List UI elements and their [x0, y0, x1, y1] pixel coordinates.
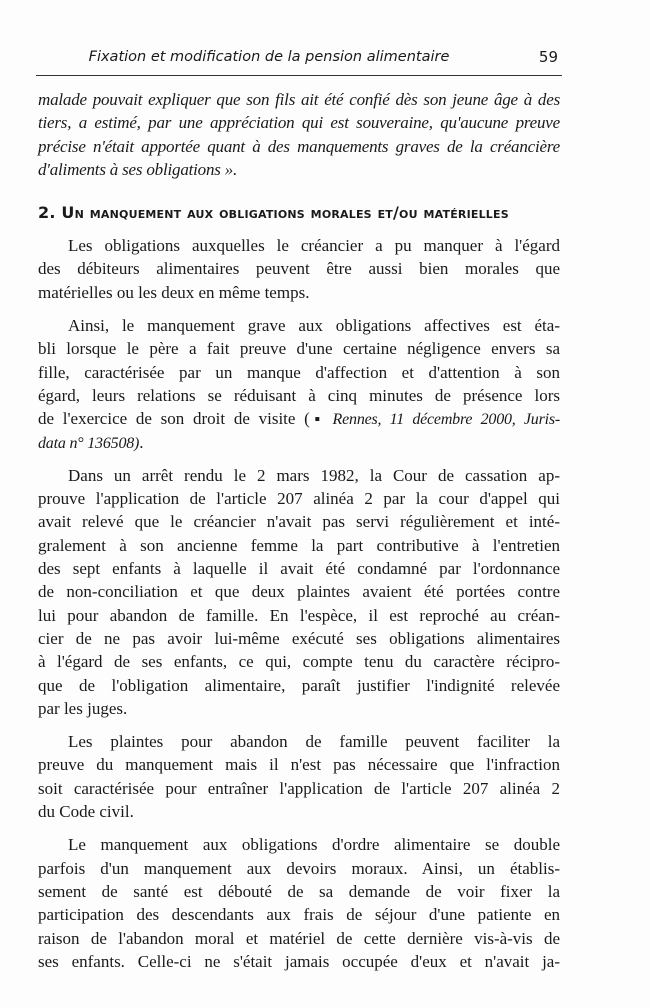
- page-body: [38, 88, 560, 983]
- text-line: sement de santé est débouté de sa demande de voir fixer la: [38, 881, 560, 901]
- text-line: par les juges.: [38, 698, 128, 718]
- text-segment: de l'exercice de son droit de visite (: [38, 409, 310, 429]
- text-line: gralement à son ancienne femme la part contributive à l'entretien: [38, 535, 560, 555]
- text-line: Dans un arrêt rendu le 2 mars 1982, la Cour de cassation ap-: [68, 465, 560, 485]
- text-line: lui pour abandon de famille. En l'espèce, il est reproché au créan-: [38, 605, 560, 625]
- text-line: fille, caractérisée par un manque d'affection et d'attention à son: [38, 362, 560, 382]
- paragraph: [38, 464, 560, 720]
- section-heading: 2. Un manquement aux obligations morales et/ou matérielles: [38, 203, 509, 223]
- text-line: Les obligations auxquelles le créancier a pu manquer à l'égard: [68, 236, 560, 256]
- text-line: d'aliments à ses obligations ».: [38, 159, 238, 179]
- text-line: Ainsi, le manquement grave aux obligations affectives est éta-: [68, 316, 560, 336]
- text-line: matérielles ou les deux en même temps.: [38, 282, 310, 302]
- text-line: Le manquement aux obligations d'ordre alimentaire se double: [68, 835, 560, 855]
- quoted-passage: [38, 88, 560, 181]
- paragraph: [38, 314, 560, 454]
- text-line: parfois d'un manquement aux devoirs moraux. Ainsi, un établis-: [38, 858, 560, 878]
- text-line: [38, 431, 560, 454]
- page-number: 59: [538, 48, 558, 66]
- body-paragraphs: [38, 234, 560, 973]
- text-line: des débiteurs alimentaires peuvent être aussi bien morales que: [38, 259, 560, 279]
- paragraph: [38, 833, 560, 973]
- text-line: prouve l'application de l'article 207 alinéa 2 par la cour d'appel qui: [38, 489, 560, 509]
- text-line: cier de ne pas avoir lui-même exécuté ses obligations alimentaires: [38, 628, 560, 648]
- text-line: de non-conciliation et que deux plaintes avaient été portées contre: [38, 582, 560, 602]
- text-line: Les plaintes pour abandon de famille peuvent faciliter la: [68, 732, 560, 752]
- text-line: tiers, a estimé, par une appréciation qui est souveraine, qu'aucune preuve: [38, 113, 560, 133]
- text-line: preuve du manquement mais il n'est pas nécessaire que l'infraction: [38, 755, 560, 775]
- text-line: des sept enfants à laquelle il avait été condamné par l'ordonnance: [38, 559, 560, 579]
- text-line: précise n'était apportée quant à des manquements graves de la créancière: [38, 136, 560, 156]
- text-line: à l'égard de ses enfants, ce qui, compte tenu du caractère récipro-: [38, 652, 560, 672]
- text-line: participation des descendants aux frais de séjour d'une patiente en: [38, 905, 560, 925]
- text-line: malade pouvait expliquer que son fils ait été confié dès son jeune âge à des: [38, 90, 560, 109]
- running-header-title: Fixation et modification de la pension alimentaire: [88, 49, 450, 65]
- text-line: bli lorsque le père a fait preuve d'une certaine négligence envers sa: [38, 339, 560, 359]
- citation-text: ▪ Rennes, 11 décembre 2000, Juris-: [309, 411, 560, 429]
- text-segment: .: [139, 432, 144, 452]
- text-line: ses enfants. Celle-ci ne s'était jamais occupée d'eux et n'avait ja-: [38, 951, 560, 971]
- text-line: que de l'obligation alimentaire, paraît justifier l'indignité relevée: [38, 675, 560, 695]
- citation-text: data n° 136508): [38, 434, 140, 452]
- text-line: raison de l'abandon moral et matériel de cette dernière vis-à-vis de: [38, 928, 560, 948]
- running-header: [36, 47, 562, 76]
- paragraph: [38, 730, 560, 823]
- text-line: avait relevé que le créancier n'avait pas servi régulièrement et inté-: [38, 512, 560, 532]
- paragraph: [38, 234, 560, 304]
- text-line: égard, leurs relations se réduisant à cinq minutes de présence lors: [38, 385, 560, 405]
- text-line: soit caractérisée pour entraîner l'application de l'article 207 alinéa 2: [38, 778, 560, 798]
- text-line: [38, 407, 560, 430]
- text-line: du Code civil.: [38, 802, 134, 822]
